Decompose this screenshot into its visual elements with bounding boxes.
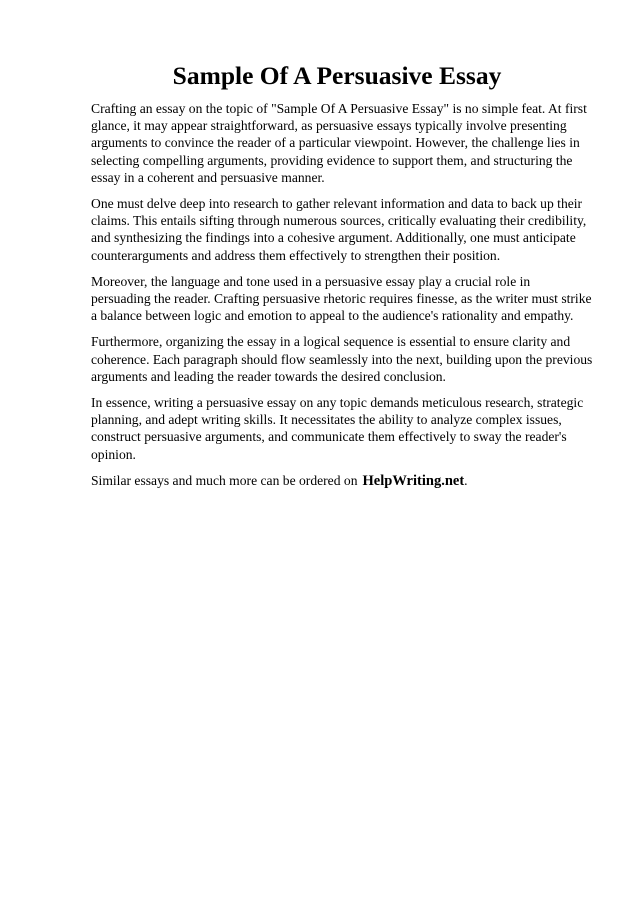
paragraph-2: One must delve deep into research to gather relevant information and data to back up their claims. This entails sifting through numerous sources, critically evaluating their credibility, and synthesizing the findings into a cohesive argument. Additionally, one must anticipate counterarguments and address them effectively to strengthen their position. [91, 196, 587, 263]
closing-line [91, 472, 593, 490]
closing-text: Similar essays and much more can be ordered on [91, 472, 358, 488]
paragraph-3: Moreover, the language and tone used in a persuasive essay play a crucial role in persuading the reader. Crafting persuasive rhetoric requires finesse, as the writer must strike a balance between logic and emotion to appeal to the audience's rationality and empathy. [91, 273, 592, 324]
document-body [91, 100, 593, 490]
document-title: Sample Of A Persuasive Essay [172, 61, 502, 90]
paragraph-5: In essence, writing a persuasive essay on any topic demands meticulous research, strategic planning, and adept writing skills. It necessitates the ability to analyze complex issues, construct persuasive arguments, and communicate them effectively to sway the reader's opinion. [91, 395, 584, 462]
helpwriting-link[interactable]: HelpWriting.net [362, 472, 465, 489]
paragraph-1: Crafting an essay on the topic of "Sample Of A Persuasive Essay" is no simple feat. At first glance, it may appear straightforward, as persuasive essays typically involve presenting arguments to convince the reader of a particular viewpoint. However, the challenge lies in selecting compelling arguments, providing evidence to support them, and structuring the essay in a coherent and persuasive manner. [91, 101, 587, 185]
closing-period: . [464, 472, 468, 488]
paragraph-4: Furthermore, organizing the essay in a logical sequence is essential to ensure clarity and coherence. Each paragraph should flow seamlessly into the next, building upon the previous arguments and leading the reader towards the desired conclusion. [91, 334, 593, 384]
